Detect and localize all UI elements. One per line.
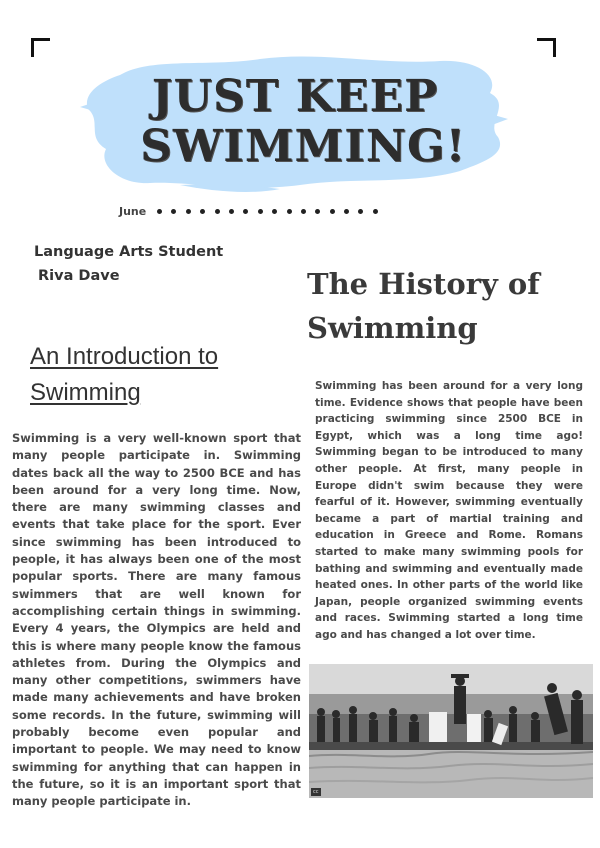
history-body: Swimming has been around for a very long time. Evidence shows that people have been practicing swimming since 2500 BCE in Egypt, which was a long time ago! Swimming began to be introduced to many other people. At first, many people in Europe didn't swim because they were fearful of it. However, swimming eventually became a part of martial training and education in Greece and Rome. Romans started to make many swimming pools for bathing and swimming and eventually made heated ones. In other parts of the world like Japan, people organized swimming events and races. Swimming started a long time ago and has changed a lot over time. (315, 380, 583, 641)
corner-mark-top-left (31, 38, 50, 57)
newsletter-title-line2: SWIMMING! (140, 121, 466, 172)
issue-month: June (119, 205, 147, 218)
author-role: Language Arts Student (34, 244, 224, 260)
license-badge: cc (313, 789, 319, 795)
corner-mark-top-right (537, 38, 556, 57)
historic-swimming-photo (309, 664, 593, 798)
author-block (34, 240, 223, 288)
author-name: Riva Dave (38, 268, 120, 284)
history-heading: The History of Swimming (307, 267, 540, 345)
dotted-divider (157, 209, 378, 214)
newsletter-title-line1: JUST KEEP (151, 71, 439, 122)
intro-body: Swimming is a very well-known sport that many people participate in. Swimming dates back all the way to 2500 BCE and has been around for a very long time. Now, there are many swimming classes and events that take place for the sport. Ever since swimming has been introduced to people, it has always been one of the most popular sports. There are many famous swimmers that are well known for accomplishing certain things in swimming. Every 4 years, the Olympics are held and this is where many people know the famous athletes from. During the Olympics and many other competitions, swimmers have made many achievements and have broken some records. In the future, swimming will probably become even popular and important to people. We may need to know swimming for anything that can happen in the future, so it is an important sport that many people participate in. (12, 431, 301, 809)
title-banner (80, 45, 510, 195)
intro-heading: An Introduction to Swimming (30, 343, 219, 406)
